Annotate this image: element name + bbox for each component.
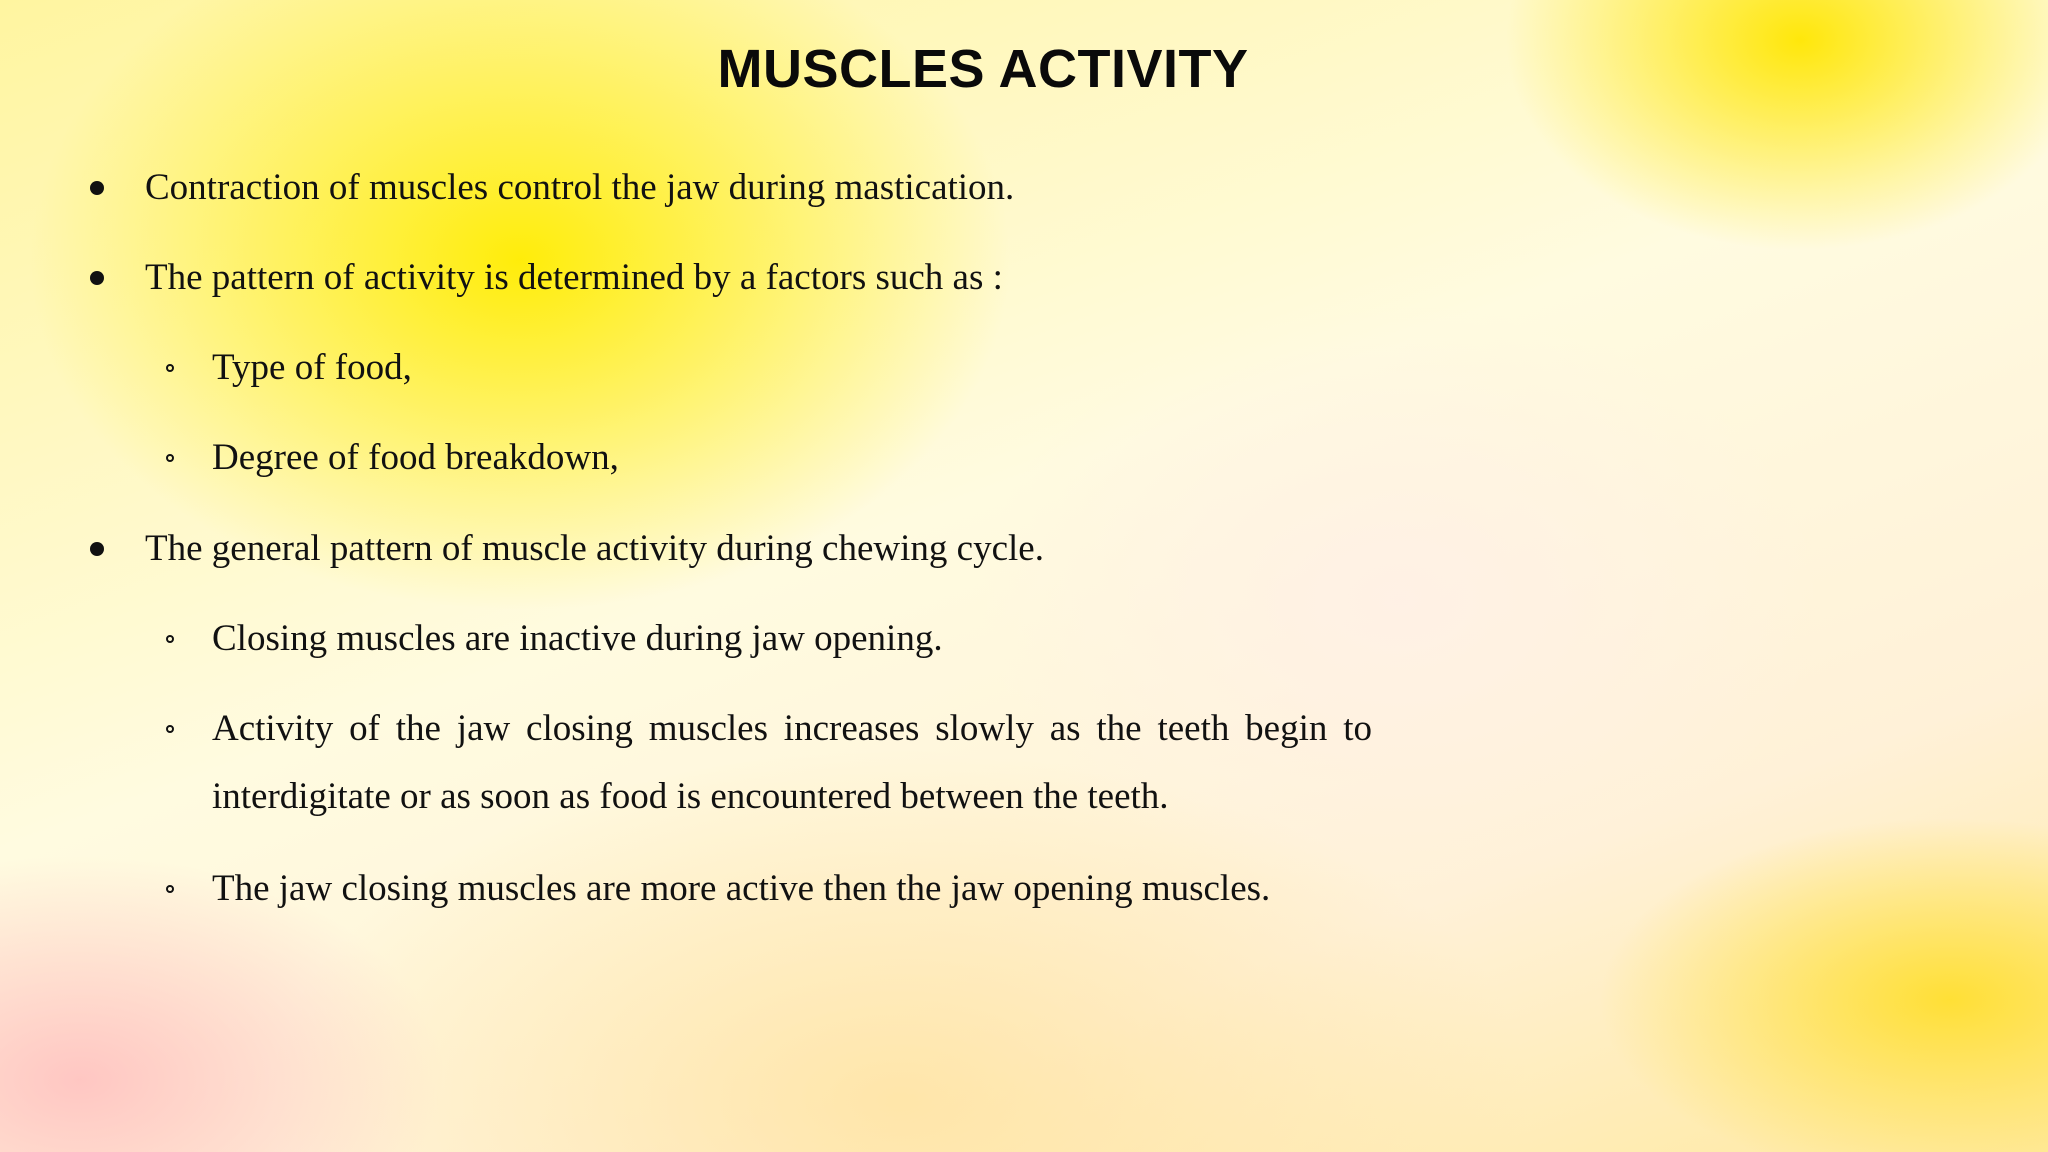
bullet-item	[145, 244, 1003, 312]
sub-bullet-circle	[166, 454, 174, 462]
sub-bullet-circle	[166, 725, 174, 733]
slide-title: MUSCLES ACTIVITY	[717, 39, 1249, 99]
bullet-text: The pattern of activity is determined by a factors such as :	[145, 257, 1003, 298]
sub-bullet-circle	[166, 885, 174, 893]
sub-bullet-text: Degree of food breakdown,	[212, 437, 619, 478]
sub-bullet-circle	[166, 635, 174, 643]
bullet-item	[145, 515, 1044, 583]
bullet-item	[145, 154, 1014, 222]
bullet-dot	[90, 542, 104, 556]
sub-bullet-item	[212, 605, 943, 673]
sub-bullet-item	[212, 334, 412, 402]
sub-bullet-text: The jaw closing muscles are more active then the jaw opening muscles.	[212, 868, 1271, 909]
sub-bullet-text: Activity of the jaw closing muscles increases slowly as the teeth begin to interdigitate or as soon as food is encountered between the teeth.	[212, 708, 1372, 817]
sub-bullet-item	[212, 855, 1270, 923]
bullet-dot	[90, 181, 104, 195]
bullet-text: Contraction of muscles control the jaw during mastication.	[145, 167, 1015, 208]
sub-bullet-circle	[166, 364, 174, 372]
sub-bullet-text: Type of food,	[212, 347, 412, 388]
sub-bullet-text: Closing muscles are inactive during jaw opening.	[212, 618, 943, 659]
sub-bullet-item	[212, 424, 619, 492]
bullet-text: The general pattern of muscle activity during chewing cycle.	[145, 528, 1044, 569]
bullet-dot	[90, 271, 104, 285]
